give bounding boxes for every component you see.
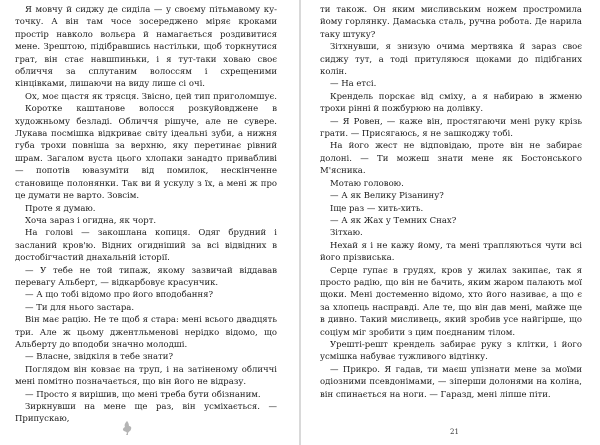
paragraph: На голові — закошлана копиця. Одяг брудний і засланий кров'ю. Відних огидніший за всі відвідних в достобігчастий днахальній історії. (15, 228, 277, 264)
paragraph: Зиркнувши на мене ще раз, він усміхається. — Припускаю, (15, 402, 277, 425)
right-page (320, 4, 582, 401)
paragraph: — А що тобі відомо про його вподобання? (25, 290, 214, 301)
left-page (15, 4, 277, 426)
page-number: 21 (450, 428, 459, 436)
paragraph: — Прикро. Я гадав, ти маєш упізнати мене за моїми одіозними псевдонімами, — зіперши долонями на коліна, він спинається на ноги. — Гаразд, мені ліпше піти. (320, 364, 582, 400)
paragraph: — А як Велику Різанину? (330, 191, 444, 202)
paragraph: — Я Ровен, — каже він, простягаючи мені руку крізь грати. — Присягаюсь, я не зашкоджу тобі. (320, 116, 582, 140)
paragraph: — На етсі. (330, 79, 377, 90)
paragraph: Іще раз — хить-хить. (330, 203, 424, 214)
paragraph: Він має рацію. Не те щоб я стара: мені всього двадцять три. Але ж цьому джентльменові нерідко відомо, що Альберту до вподоби значно молодші. (15, 315, 277, 350)
paragraph: — Власне, звідкіля в тебе знати? (25, 352, 174, 363)
paragraph: Серце гупає в грудях, кров у жилах закипає, так я просто радію, що він не бачить, яким жаром палають мої щоки. Мені достеменно відомо, хто його називає, а що є за хлопець насправді. Але те, що він дав мені, майже ще в дивно. Такий мисливець, який зробив усе найгірше, що соціум міг зробити з цим поєднаним тілом. (320, 265, 582, 338)
paragraph: — Просто я вирішив, що мені треба бути обізнаним. (25, 389, 261, 400)
paragraph: Урешті-решт крендель забирає руку з клітки, і його усмішка набуває тужливого відтінку. (320, 339, 582, 363)
paragraph: Крендель порскає від сміху, а я набираю в жменю трохи рінні й пожбурюю на долівку. (320, 91, 582, 115)
bird-ornament-icon (120, 420, 134, 436)
paragraph: Мотаю головою. (330, 178, 404, 189)
paragraph: Коротке каштанове волосся розкуйовджене в художньому безладі. Обличчя рішуче, але не сувере. Лукава посмішка відкриває світу ідеальні зуби, а нижня губа трохи повніша за верхню, яку перетинає рівний шрам. Загалом вуста цього хлопаки занадто привабливі — попотів ювазуміти від помилок, нескінченне становище полонянки. Так ви й ускулу з їх, а мені ж про це думати не варто. Зовсім. (15, 104, 277, 202)
paragraph: Зітхаю. (330, 228, 363, 239)
paragraph: Проте я думаю. (25, 203, 96, 214)
paragraph: Зітхнувши, я знизую очима мертвяка й зараз своє сиджу тут, а тоді притуляюся щоками до підібганих колін. (320, 42, 582, 78)
paragraph: ти також. Он яким мисливським ножем простромила йому горлянку. Дамаська сталь, ручна робота. Де нарила таку штуку? (320, 5, 582, 40)
paragraph: — А як Жах у Темних Снах? (330, 215, 457, 226)
paragraph: Нехай я і не кажу йому, та мені трапляються чути всі його прізвиська. (320, 240, 582, 264)
book-gutter (299, 0, 301, 445)
paragraph: Поглядом він ковзає на труп, і на затіненому обличчі мені помітно позначається, що він його не відразу. (15, 364, 277, 388)
paragraph: На його жест не відповідаю, проте він не забирає долоні. — Ти можеш знати мене як Бостонського М'ясника. (320, 141, 582, 177)
paragraph: — У тебе не той типаж, якому зазвичай віддавав перевагу Альберт, — відкарбовує красунчик. (15, 265, 277, 288)
paragraph: Хоча зараз і огидна, як чорт. (25, 215, 157, 226)
paragraph: Ох, моє щастя як трясця. Звісно, цей тип приголомшує. (25, 91, 277, 102)
paragraph: Я мовчу й сиджу де сиділа — у своєму пітьмавому куточку. А він там чосе зосереджено міряє кроками простір навколо вольєра й намагається роздивитися мене. Зрештою, підібравшись настільки, щоб торкнутися грат, він стає навшпиньки, і я тут-таки ховаю своє обличчя за сплутаним волоссям і схрещеними кінцівками, лишаючи на виду лише сі очі. (15, 5, 277, 90)
paragraph: — Ти для нього застара. (25, 302, 135, 313)
